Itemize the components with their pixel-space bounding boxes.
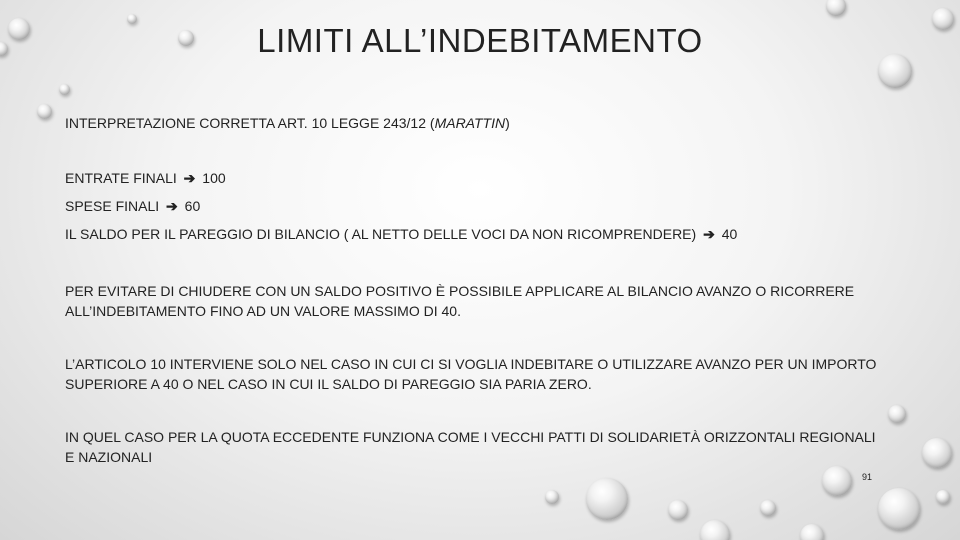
entrate-value: 100 [202,170,226,186]
heading-line [65,115,510,131]
water-drop-decoration [586,478,628,520]
paragraph-avanzo: PER EVITARE DI CHIUDERE CON UN SALDO POSITIVO È POSSIBILE APPLICARE AL BILANCIO AVANZO O RICORRERE ALL’INDEBITAMENTO FINO AD UN VALORE MASSIMO DI 40. [65,283,855,319]
paragraph-articolo-10: L’ARTICOLO 10 INTERVIENE SOLO NEL CASO IN CUI CI SI VOGLIA INDEBITARE O UTILIZZARE AVANZO PER UN IMPORTO SUPERIORE A 40 O NEL CASO IN CUI IL SALDO DI PAREGGIO SIA PARIA ZERO. [65,356,877,392]
water-drop-decoration [800,524,824,540]
water-drop-decoration [545,490,559,504]
right-arrow-icon: ➔ [183,170,196,186]
heading-suffix: ) [505,115,510,131]
water-drop-decoration [822,466,852,496]
slide-title: LIMITI ALL’INDEBITAMENTO [257,22,703,59]
right-arrow-icon: ➔ [703,226,715,242]
heading-author: MARATTIN [434,115,506,131]
water-drop-decoration [700,520,730,540]
water-drop-decoration [37,104,52,119]
water-drop-decoration [936,490,950,504]
water-drop-decoration [668,500,688,520]
saldo-line [65,226,737,243]
entrate-line [65,170,226,187]
water-drop-decoration [59,84,70,95]
water-drop-decoration [888,405,906,423]
entrate-label: ENTRATE FINALI [65,170,177,186]
right-arrow-icon: ➔ [166,198,178,214]
spese-label: SPESE FINALI [65,198,160,214]
saldo-value: 40 [721,226,738,242]
spese-value: 60 [184,198,201,214]
page-number: 91 [862,472,873,482]
heading-prefix: INTERPRETAZIONE CORRETTA ART. 10 LEGGE 243/12 ( [65,115,435,131]
paragraph-patti-solidarieta: IN QUEL CASO PER LA QUOTA ECCEDENTE FUNZIONA COME I VECCHI PATTI DI SOLIDARIETÀ ORIZZONTALI REGIONALI E NAZIONALI [65,429,876,465]
saldo-label: IL SALDO PER IL PAREGGIO DI BILANCIO ( AL NETTO DELLE VOCI DA NON RICOMPRENDERE) [65,226,697,242]
water-drop-decoration [878,488,920,530]
water-drop-decoration [826,0,846,16]
water-drop-decoration [760,500,776,516]
spese-line [65,198,200,215]
water-drop-decoration [922,438,952,468]
